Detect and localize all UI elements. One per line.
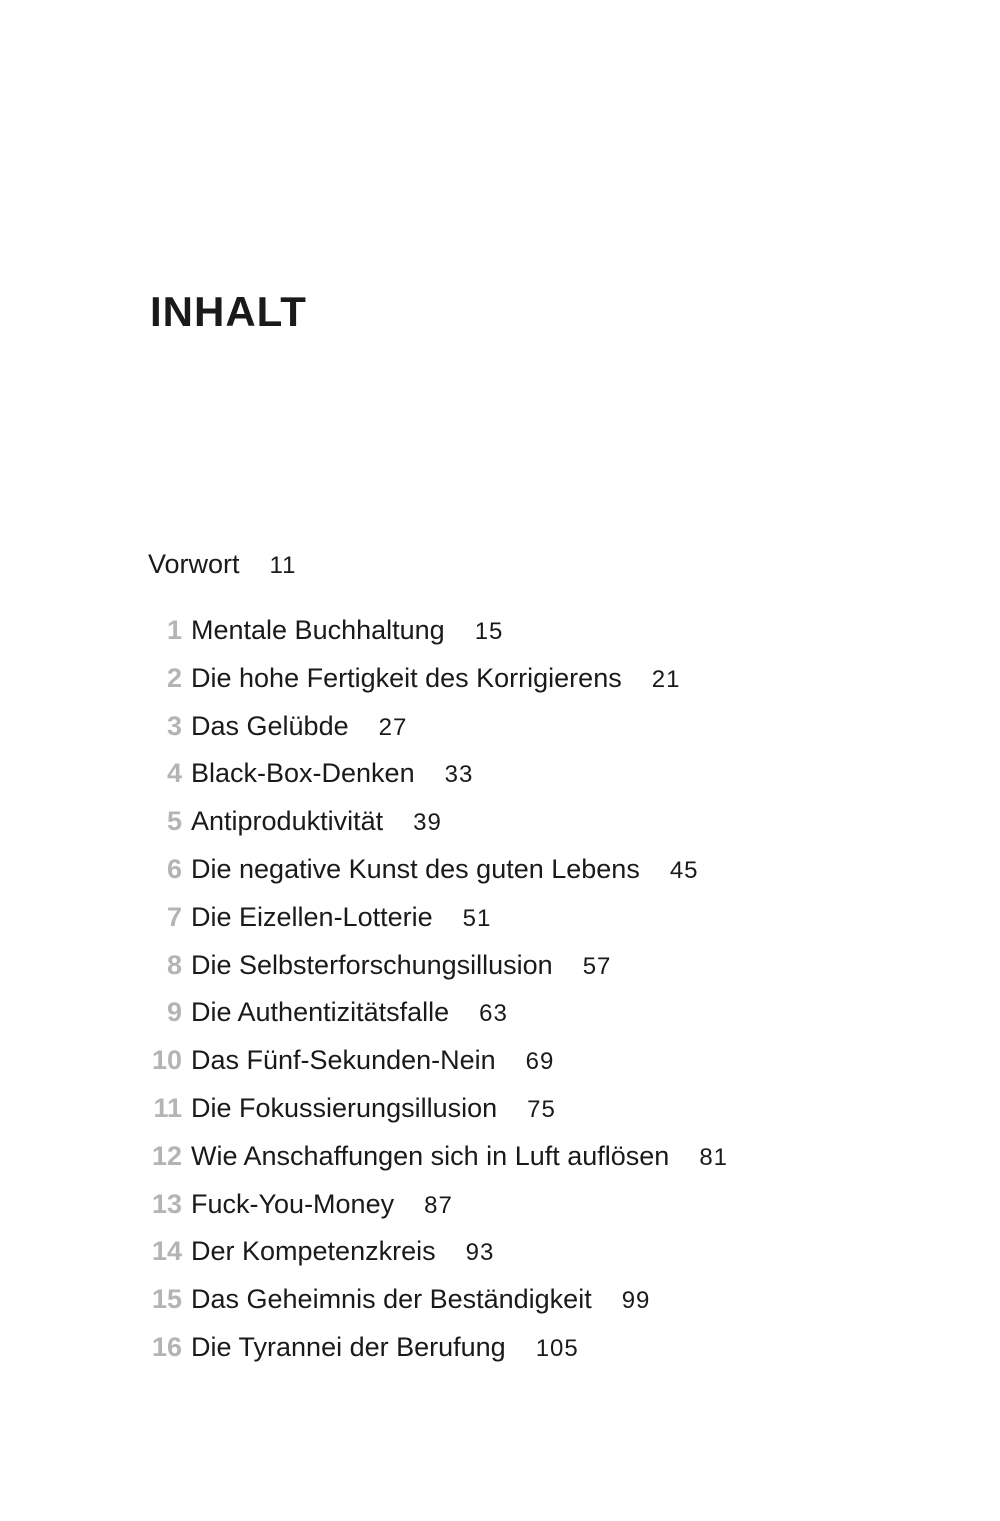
page-title: INHALT: [150, 288, 307, 336]
toc-chapter-entry: [148, 799, 948, 847]
chapter-page-number: 75: [527, 1095, 556, 1123]
chapter-number: 2: [166, 662, 182, 693]
chapter-title: Mentale Buchhaltung: [191, 615, 445, 645]
chapter-page-number: 69: [525, 1048, 555, 1076]
toc-chapter-entry: [148, 847, 948, 895]
chapter-page-number: 63: [479, 1000, 508, 1028]
chapter-page-number: 51: [462, 904, 492, 932]
chapter-number: 5: [166, 806, 182, 837]
toc-chapter-entry: [148, 704, 948, 752]
chapter-page-number: 87: [424, 1191, 453, 1219]
chapter-page-number: 33: [444, 761, 474, 789]
chapter-number: 3: [166, 710, 182, 741]
chapter-number: 4: [166, 758, 182, 789]
toc-chapter-entry: [148, 1038, 948, 1086]
chapter-title: Fuck-You-Money: [191, 1188, 395, 1219]
toc-chapter-entry: [148, 1182, 948, 1230]
chapter-page-number: 93: [465, 1239, 495, 1267]
chapter-number: 15: [151, 1284, 182, 1315]
chapter-number: 12: [151, 1140, 182, 1171]
chapter-title: Antiproduktivität: [191, 806, 384, 837]
chapter-page-number: 81: [699, 1143, 729, 1171]
chapter-number: 16: [151, 1331, 182, 1362]
toc-chapter-entry: [148, 1134, 948, 1182]
chapter-page-number: 15: [474, 618, 504, 645]
chapter-number: 14: [151, 1236, 182, 1267]
chapter-number: 10: [151, 1045, 182, 1076]
chapter-title: Die hohe Fertigkeit des Korrigierens: [191, 662, 622, 693]
toc-chapter-entry: [148, 1277, 948, 1325]
chapter-number: 8: [166, 949, 182, 980]
foreword-page-number: 11: [269, 552, 297, 579]
chapter-number: 6: [166, 853, 182, 884]
toc-chapter-entry: [148, 895, 948, 943]
chapter-page-number: 45: [669, 856, 699, 884]
chapter-page-number: 99: [621, 1287, 651, 1315]
chapter-title: Black-Box-Denken: [191, 758, 415, 789]
chapter-title: Die Tyrannei der Berufung: [191, 1331, 506, 1362]
chapter-title: Die Eizellen-Lotterie: [191, 901, 433, 932]
toc-chapter-entry: [148, 1325, 948, 1373]
chapter-title: Die Authentizitätsfalle: [191, 997, 450, 1028]
chapter-page-number: 21: [651, 665, 681, 693]
chapter-title: Die negative Kunst des guten Lebens: [191, 853, 640, 884]
toc-chapter-entry: [148, 1086, 948, 1134]
chapter-title: Der Kompetenzkreis: [191, 1236, 436, 1267]
chapter-page-number: 27: [378, 713, 408, 741]
chapter-page-number: 57: [582, 952, 612, 980]
foreword-title: Vorwort: [148, 549, 240, 579]
chapter-title: Das Fünf-Sekunden-Nein: [191, 1045, 496, 1076]
toc-chapter-entry: [148, 751, 948, 799]
toc-chapter-entry: [148, 608, 948, 656]
chapter-title: Das Gelübde: [191, 710, 349, 741]
chapter-page-number: 39: [413, 809, 442, 837]
toc-chapter-entry: [148, 990, 948, 1038]
chapter-number: 13: [151, 1188, 182, 1219]
toc-chapter-entry: [148, 943, 948, 991]
chapter-number: 7: [166, 901, 182, 932]
toc-chapter-entry: [148, 1229, 948, 1277]
chapter-title: Die Selbsterforschungsillusion: [191, 949, 553, 980]
chapter-title: Die Fokussierungsillusion: [191, 1092, 498, 1123]
toc-foreword-entry: [148, 544, 296, 586]
table-of-contents: [148, 608, 948, 1373]
toc-chapter-entry: [148, 656, 948, 704]
chapter-number: 1: [166, 615, 182, 645]
chapter-page-number: 105: [535, 1334, 579, 1362]
chapter-title: Das Geheimnis der Beständigkeit: [191, 1284, 592, 1315]
chapter-number: 9: [166, 997, 182, 1028]
chapter-title: Wie Anschaffungen sich in Luft auflösen: [191, 1140, 670, 1171]
chapter-number: 11: [153, 1092, 182, 1123]
